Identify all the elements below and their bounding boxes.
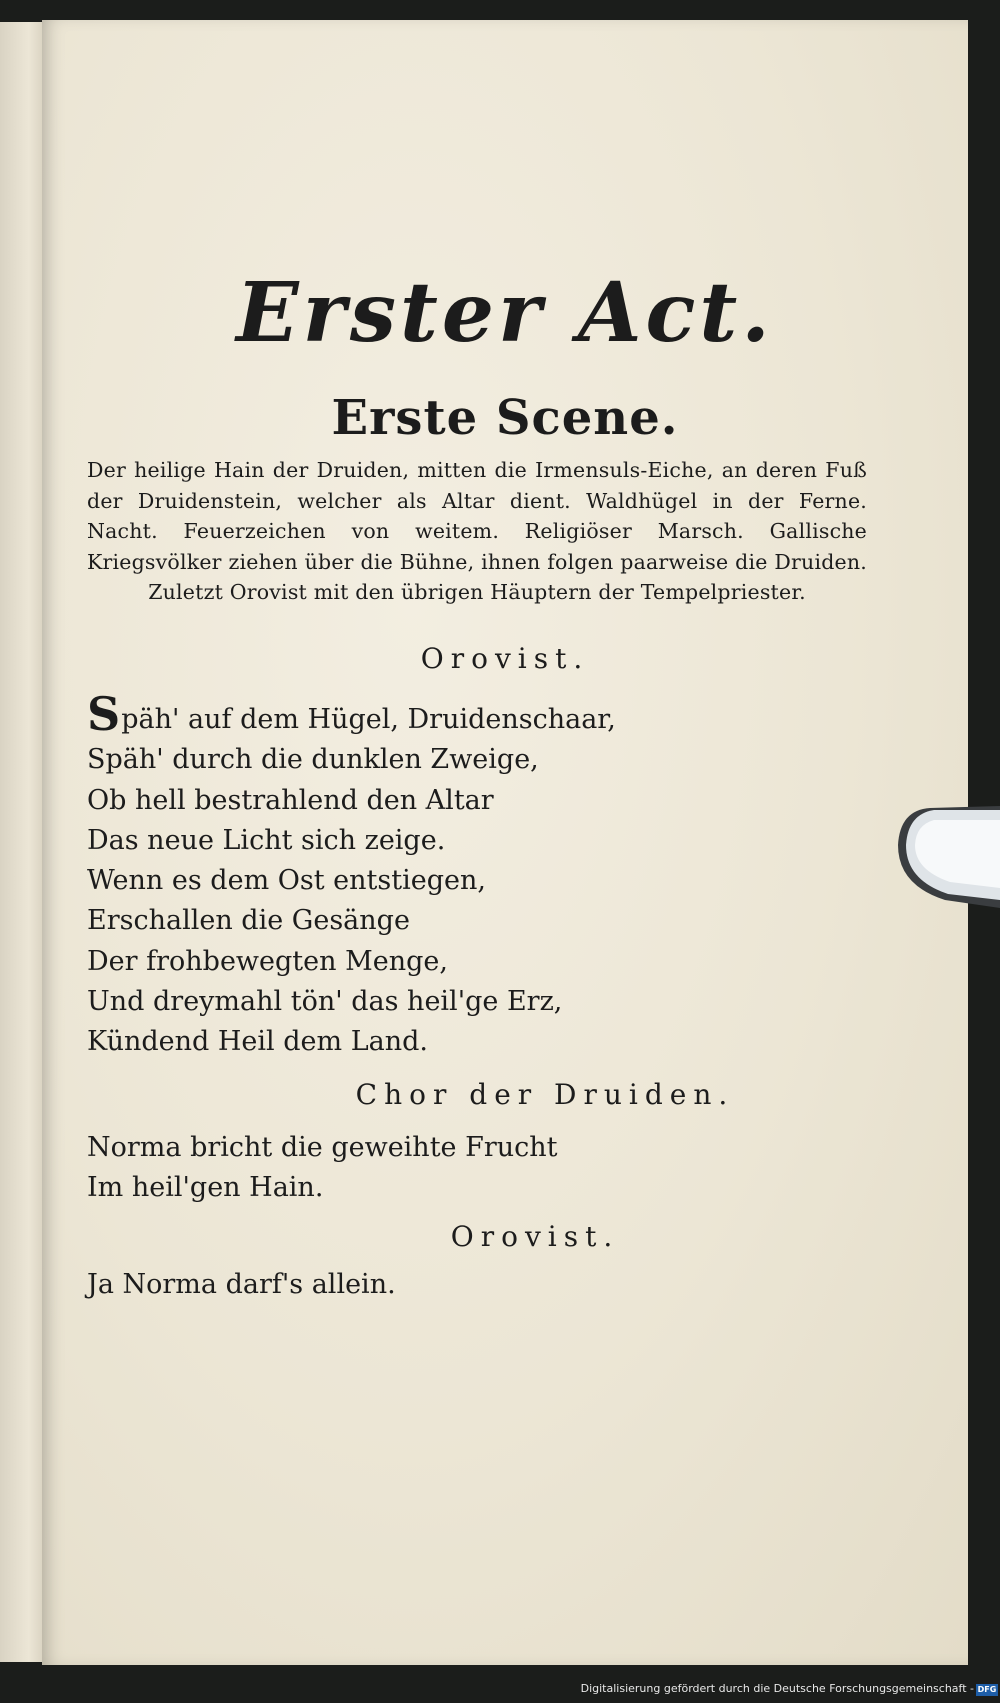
page-clip-tab [890, 800, 1000, 910]
verse-line: Das neue Licht sich zeige. [87, 824, 446, 856]
verse-line: Späh' durch die dunklen Zweige, [87, 744, 539, 776]
verse-line: Wenn es dem Ost entstiegen, [87, 865, 486, 897]
stage-direction: Der heilige Hain der Druiden, mitten die Irmensuls-Eiche, an deren Fuß der Druidenstein, welcher als Altar dient. Waldhügel in der Ferne. Nacht. Feuerzeichen von weitem. Religiöser Marsch. Gallische Kriegsvölker ziehen über die Bühne, ihnen folgen paarweise die Druiden. Zuletzt Orovist mit den übrigen Häuptern der Tempelpriester. [87, 458, 867, 604]
book-page [42, 20, 968, 1665]
verse-line: Ja Norma darf's allein. [87, 1269, 396, 1300]
verse-line: Im heil'gen Hain. [87, 1172, 324, 1204]
verse-orovist-2 [87, 1265, 396, 1305]
speaker-chorus: Chor der Druiden. [355, 1078, 735, 1111]
verse-orovist-1 [87, 687, 616, 1063]
footer-bar [0, 1667, 1000, 1703]
dfg-logo: DFG [977, 1685, 997, 1694]
speaker-orovist-1: Orovist. [420, 642, 590, 675]
verse-line: Norma bricht die geweihte Frucht [87, 1132, 558, 1163]
act-title: Erster Act. [236, 265, 774, 361]
footer-credit: Digitalisierung gefördert durch die Deutsche Forschungsgemeinschaft - [580, 1682, 974, 1695]
verse-line: Erschallen die Gesänge [87, 905, 410, 937]
verse-line-text: päh' auf dem Hügel, Druidenschaar, [121, 704, 616, 735]
verse-line: Ob hell bestrahlend den Altar [87, 784, 494, 816]
verse-line: Und dreymahl tön' das heil'ge Erz, [87, 986, 563, 1018]
verse-line: Der frohbewegten Menge, [87, 945, 448, 977]
page-content [42, 20, 968, 1665]
verse-line [87, 687, 616, 741]
speaker-orovist-2: Orovist. [450, 1220, 620, 1253]
verse-line: Kündend Heil dem Land. [87, 1026, 428, 1058]
drop-cap: S [87, 687, 121, 741]
verse-chorus [87, 1128, 558, 1209]
scene-title: Erste Scene. [331, 390, 679, 446]
